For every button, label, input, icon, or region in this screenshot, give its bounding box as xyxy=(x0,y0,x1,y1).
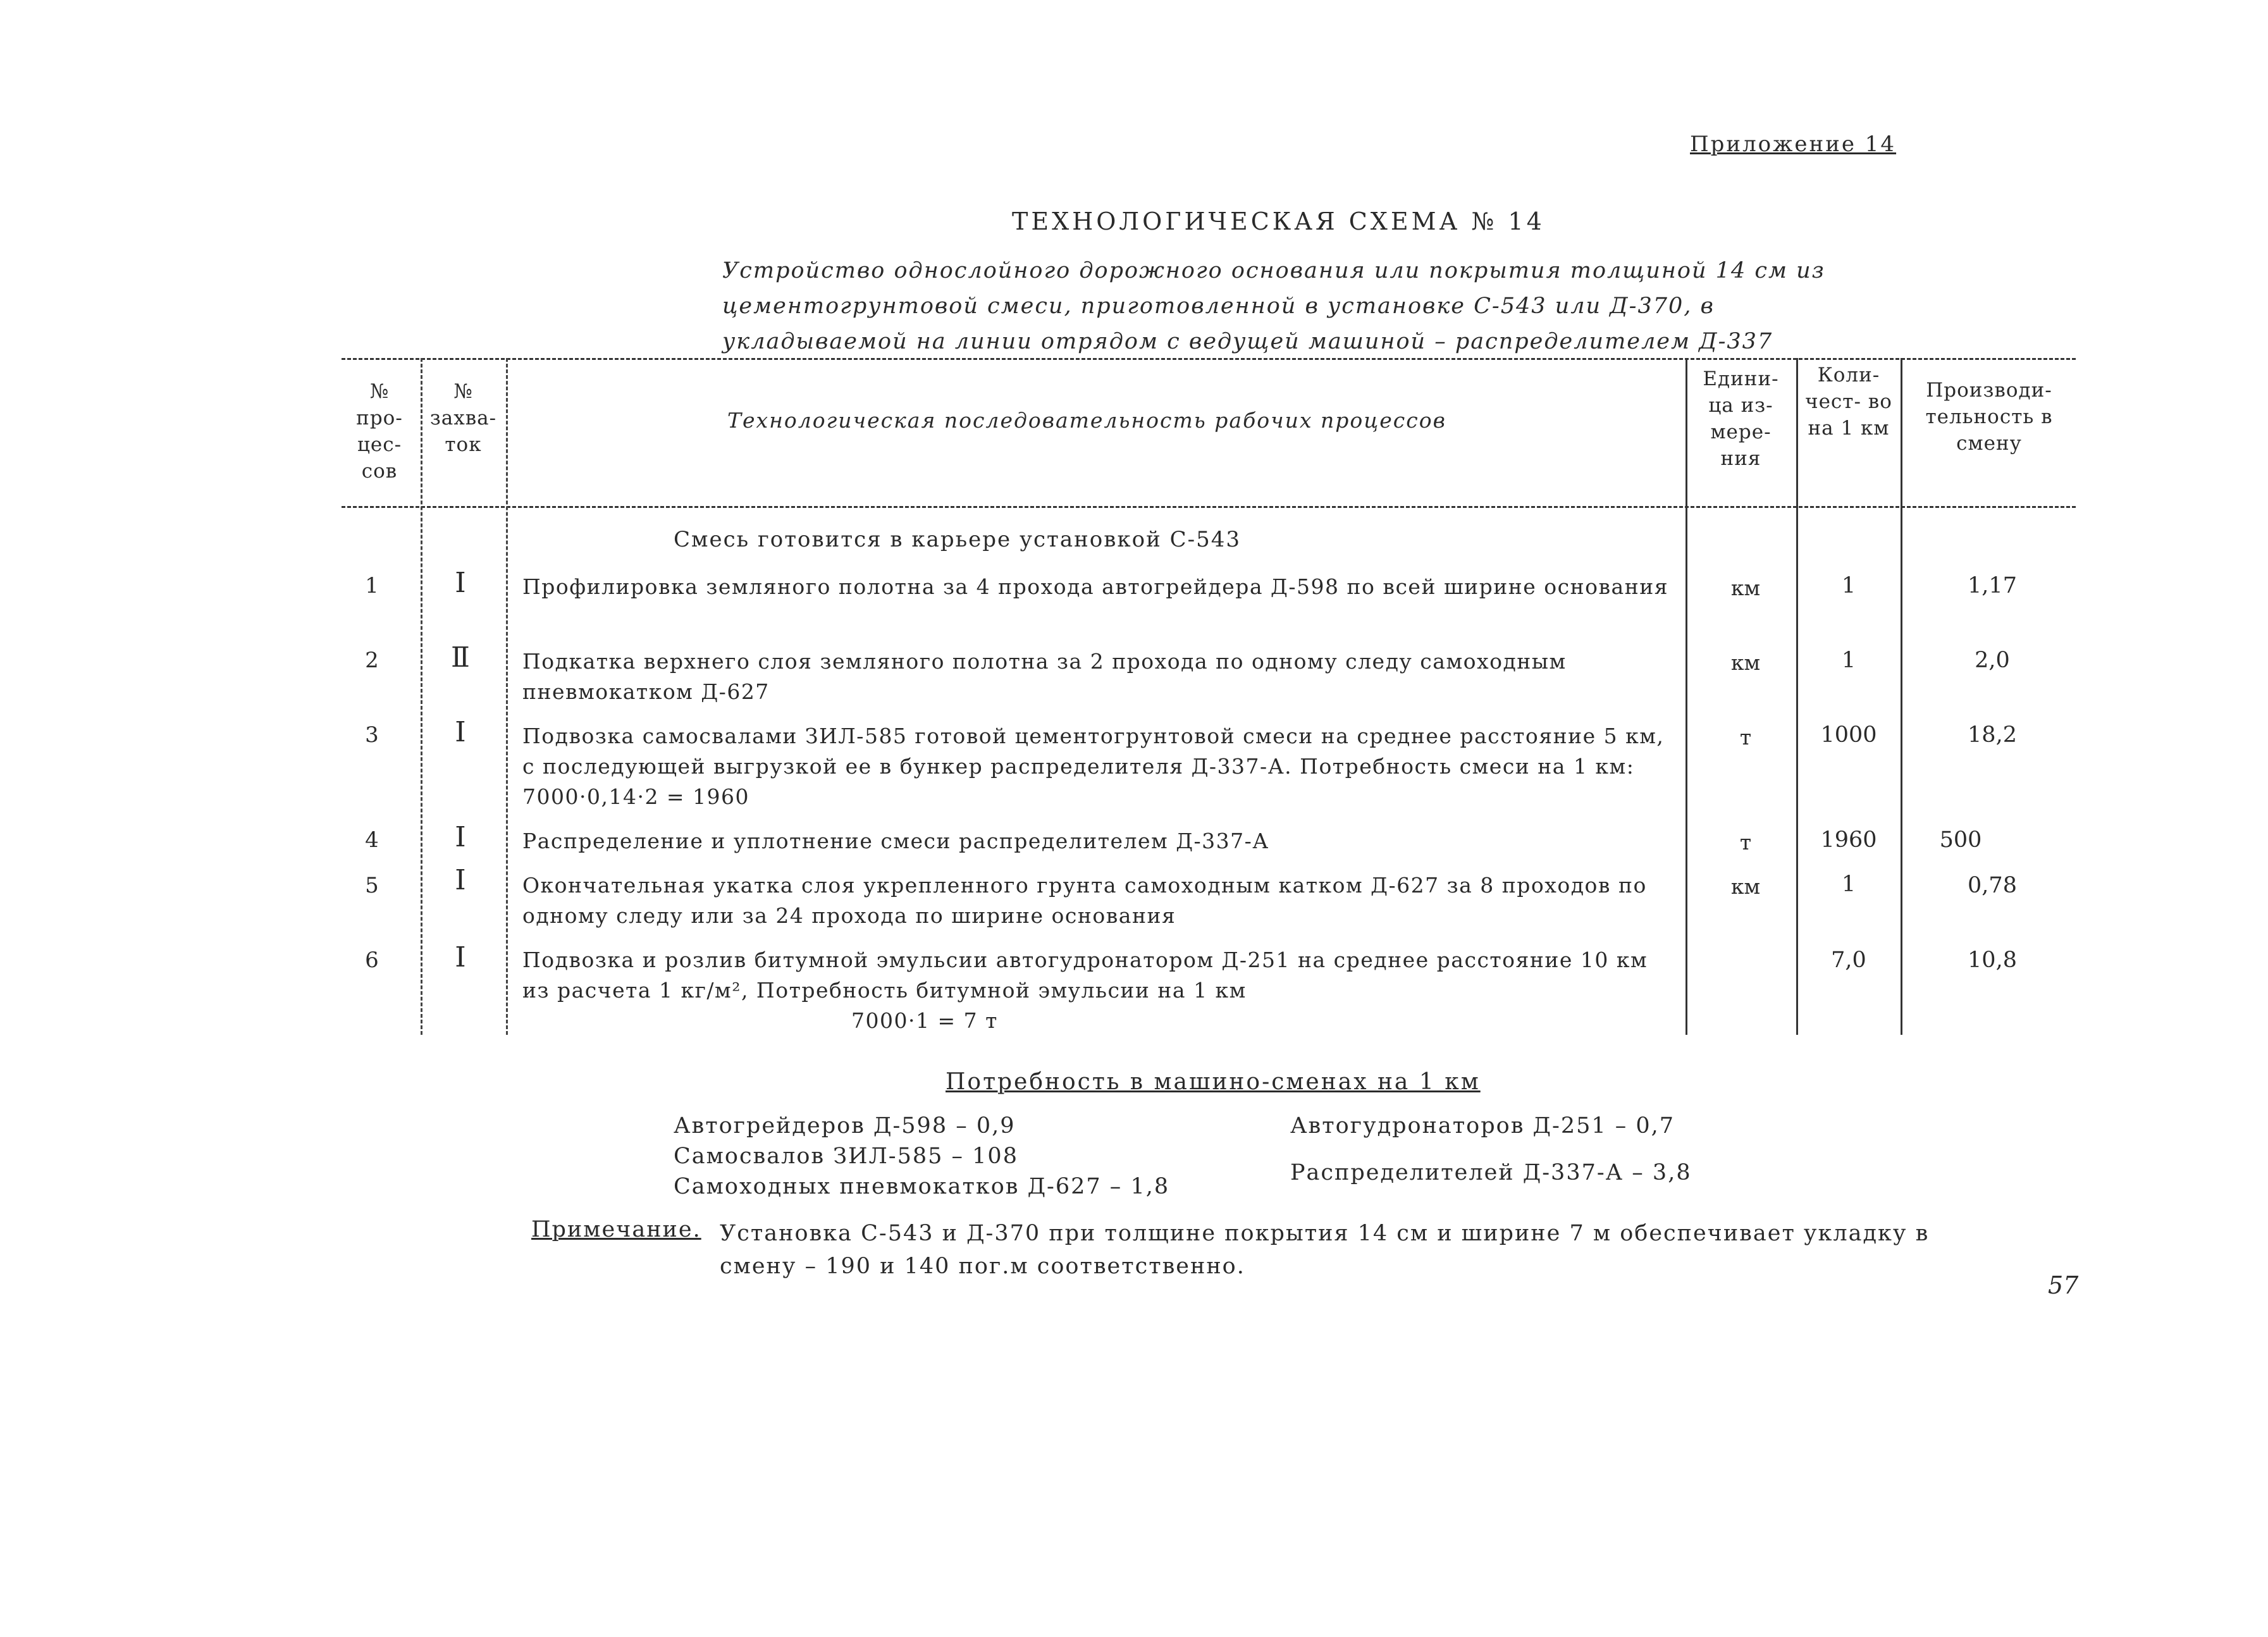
header-grip-no: № захва- ток xyxy=(429,380,497,456)
row-5-description: Окончательная укатка слоя укрепленного грунта самоходным катком Д-627 за 8 проходов по одному следу или за 24 прохода по ширине основания xyxy=(522,873,1647,928)
row-6-productivity: 10,8 xyxy=(1968,948,2017,973)
section-mixing: Смесь готовится в карьере установкой С-543 xyxy=(674,527,1241,552)
row-6-formula: 7000·1 = 7 т xyxy=(851,1008,998,1033)
col-divider-5 xyxy=(1901,358,1902,1035)
row-2-productivity: 2,0 xyxy=(1975,648,2010,673)
row-1-productivity: 1,17 xyxy=(1968,573,2017,598)
col-divider-3 xyxy=(1686,358,1687,1035)
row-1-unit: км xyxy=(1730,576,1761,600)
row-4-quantity: 1960 xyxy=(1820,827,1877,853)
row-2-number: 2 xyxy=(365,648,379,673)
header-quantity: Коли- чест- во на 1 км xyxy=(1805,364,1892,440)
row-5-unit: км xyxy=(1730,874,1761,899)
need-dump-trucks: Самосвалов ЗИЛ-585 – 108 xyxy=(674,1144,1018,1169)
scheme-title: ТЕХНОЛОГИЧЕСКАЯ СХЕМА № 14 xyxy=(1012,207,1545,235)
table-top-rule xyxy=(342,358,2076,360)
row-4-description: Распределение и уплотнение смеси распределителем Д-337-А xyxy=(522,829,1269,853)
row-3-number: 3 xyxy=(365,722,379,748)
row-3-unit: т xyxy=(1739,725,1752,750)
row-6-grip-mark: Ⅰ xyxy=(455,941,466,973)
header-process-no: № про- цес- сов xyxy=(356,380,403,483)
need-graders: Автогрейдеров Д-598 – 0,9 xyxy=(674,1113,1016,1139)
row-3-quantity: 1000 xyxy=(1820,722,1877,748)
note-label: Примечание. xyxy=(531,1217,701,1242)
col-divider-4 xyxy=(1796,358,1798,1035)
needs-title: Потребность в машино-сменах на 1 км xyxy=(946,1069,1481,1095)
row-1-quantity: 1 xyxy=(1841,573,1856,598)
appendix-label: Приложение 14 xyxy=(1690,132,1897,157)
row-4-unit: т xyxy=(1739,830,1752,855)
row-3-description: Подвозка самосвалами ЗИЛ-585 готовой цементогрунтовой смеси на среднее расстояние 5 км, с последующей выгрузкой ее в бункер распределителя Д-337-А. Потребность смеси на 1 км: 7000·0,14·2 = 1960 xyxy=(522,724,1665,809)
row-6-description xyxy=(522,945,1680,1036)
header-productivity: Производи- тельность в смену xyxy=(1925,379,2053,455)
header-sequence: Технологическая последовательность рабочих процессов xyxy=(727,408,1446,433)
row-4-productivity: 500 xyxy=(1939,827,1982,853)
row-4-number: 4 xyxy=(365,827,379,853)
row-5-quantity: 1 xyxy=(1841,872,1856,897)
row-6-description-text: Подвозка и розлив битумной эмульсии автогудронатором Д-251 на среднее расстояние 10 км из расчета 1 кг/м², Потребность битумной эмульсии на 1 км xyxy=(522,948,1648,1003)
scheme-subtitle: Устройство однослойного дорожного основания или покрытия толщиной 14 см из цементогрунтовой смеси, приготовленной в установке С-543 или Д-370, в укладываемой на линии отрядом с ведущей машиной – распределителем Д-337 xyxy=(722,258,1825,354)
row-1-description: Профилировка земляного полотна за 4 прохода автогрейдера Д-598 по всей ширине основания xyxy=(522,574,1669,599)
row-2-unit: км xyxy=(1730,650,1761,675)
row-3-productivity: 18,2 xyxy=(1968,722,2017,748)
row-2-description: Подкатка верхнего слоя земляного полотна за 2 прохода по одному следу самоходным пневмокатком Д-627 xyxy=(522,649,1567,704)
row-5-productivity: 0,78 xyxy=(1968,873,2017,898)
row-2-grip-mark: Ⅱ xyxy=(451,641,470,674)
row-3-grip-mark: Ⅰ xyxy=(455,716,466,748)
row-5-grip-mark: Ⅰ xyxy=(455,864,466,896)
need-asphalt-distributors: Автогудронаторов Д-251 – 0,7 xyxy=(1290,1113,1675,1139)
row-6-quantity: 7,0 xyxy=(1831,948,1866,973)
row-6-number: 6 xyxy=(365,948,379,973)
row-4-grip-mark: Ⅰ xyxy=(455,821,466,853)
row-2-quantity: 1 xyxy=(1841,648,1856,673)
need-spreaders: Распределителей Д-337-А – 3,8 xyxy=(1290,1160,1692,1185)
col-divider-2 xyxy=(506,358,508,1035)
header-unit: Едини- ца из- мере- ния xyxy=(1703,368,1779,470)
row-5-number: 5 xyxy=(365,873,379,898)
row-1-grip-mark: Ⅰ xyxy=(455,567,466,599)
row-1-number: 1 xyxy=(365,573,379,598)
col-divider-1 xyxy=(421,358,422,1035)
need-pneumatic-rollers: Самоходных пневмокатков Д-627 – 1,8 xyxy=(674,1174,1170,1199)
table-header-rule xyxy=(342,506,2076,508)
page-number: 57 xyxy=(2048,1271,2079,1299)
note-text: Установка С-543 и Д-370 при толщине покрытия 14 см и ширине 7 м обеспечивает укладку в смену – 190 и 140 пог.м соответственно. xyxy=(720,1221,1930,1279)
